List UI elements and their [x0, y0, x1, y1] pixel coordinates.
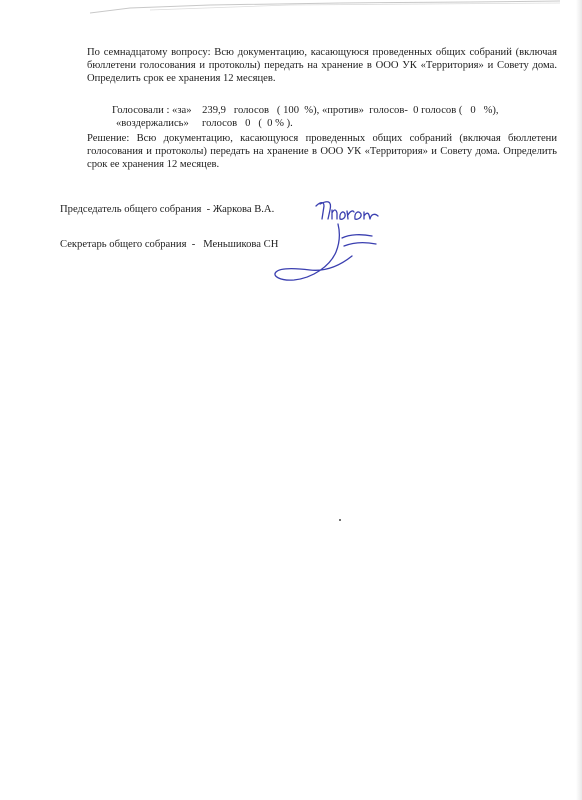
scan-edge-right [576, 0, 582, 800]
scan-edge-artifact [90, 0, 560, 14]
handwritten-signatures [258, 192, 398, 292]
vote-result-line-1: Голосовали : «за» 239,9 голосов ( 100 %), «против» голосов- 0 голосов ( 0 %), [112, 105, 499, 116]
paragraph-question-17: По семнадцатому вопросу: Всю документацию, касающуюся проведенных общих собраний (включая бюллетени голосования и протоколы) передать на хранение в ООО УК «Территория» и Совету дома. Определить срок ее хранения 12 месяцев. [87, 47, 557, 84]
vote-result-line-2: «воздержались» голосов 0 ( 0 % ). [116, 118, 293, 129]
chairman-line: Председатель общего собрания - Жаркова В.А. [60, 204, 275, 215]
decision-paragraph: Решение: Всю документацию, касающуюся проведенных общих собраний (включая бюллетени голосования и протоколы) передать на хранение в ООО УК «Территория» и Совету дома. Определить срок ее хранения 12 месяцев. [87, 133, 557, 170]
scan-speck [339, 519, 341, 521]
secretary-line: Секретарь общего собрания - Меньшикова СН [60, 239, 279, 250]
